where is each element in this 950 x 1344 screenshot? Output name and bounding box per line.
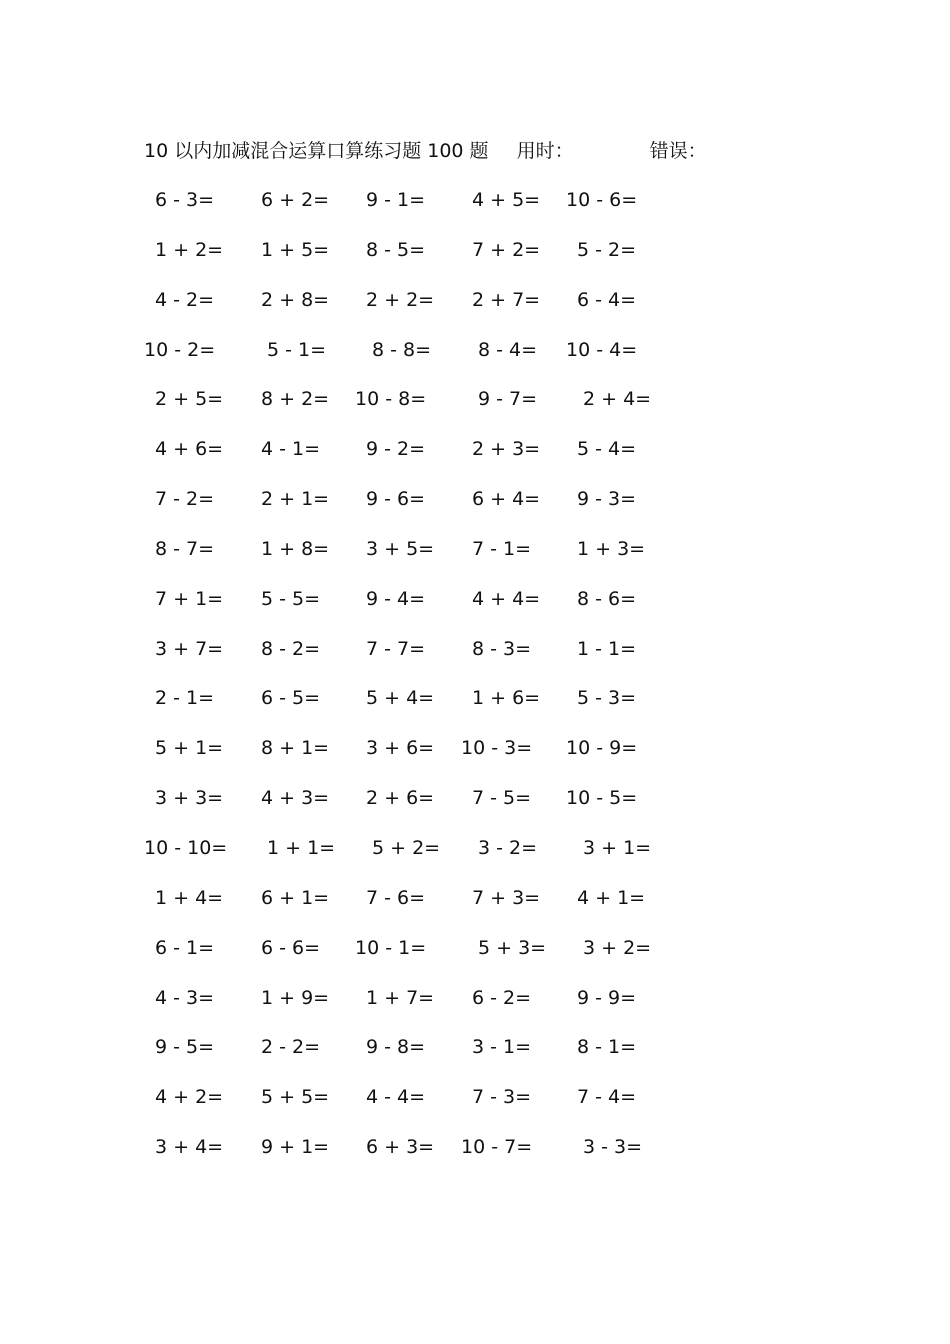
problem-row — [144, 931, 704, 981]
worksheet-header — [144, 136, 707, 166]
problem-row — [144, 482, 704, 532]
problem-row — [144, 283, 704, 333]
arithmetic-problem: 6 - 1= — [155, 936, 215, 959]
problem-row — [144, 731, 704, 781]
arithmetic-problem: 6 - 5= — [261, 687, 321, 710]
arithmetic-problem: 4 + 1= — [577, 886, 646, 909]
arithmetic-problem: 7 - 6= — [366, 886, 426, 909]
arithmetic-problem: 3 + 4= — [155, 1136, 224, 1159]
arithmetic-problem: 1 + 3= — [577, 537, 646, 560]
arithmetic-problem: 10 - 7= — [461, 1136, 533, 1159]
arithmetic-problem: 10 - 3= — [461, 737, 533, 760]
problem-row — [144, 233, 704, 283]
problem-row — [144, 432, 704, 482]
arithmetic-problem: 6 - 6= — [261, 936, 321, 959]
arithmetic-problem: 2 + 8= — [261, 288, 330, 311]
arithmetic-problem: 8 - 8= — [372, 338, 432, 361]
arithmetic-problem: 4 + 2= — [155, 1086, 224, 1109]
arithmetic-problem: 7 - 1= — [472, 537, 532, 560]
arithmetic-problem: 10 - 1= — [355, 936, 427, 959]
arithmetic-problem: 2 + 1= — [261, 488, 330, 511]
arithmetic-problem: 10 - 8= — [355, 388, 427, 411]
arithmetic-problem: 4 + 4= — [472, 587, 541, 610]
arithmetic-problem: 3 + 6= — [366, 737, 435, 760]
arithmetic-problem: 8 - 2= — [261, 637, 321, 660]
arithmetic-problem: 4 - 2= — [155, 288, 215, 311]
arithmetic-problem: 1 + 8= — [261, 537, 330, 560]
arithmetic-problem: 7 + 2= — [472, 238, 541, 261]
arithmetic-problem: 1 + 9= — [261, 986, 330, 1009]
arithmetic-problem: 8 - 5= — [366, 238, 426, 261]
arithmetic-problem: 5 + 3= — [478, 936, 547, 959]
problem-grid — [144, 183, 704, 1180]
problem-row — [144, 681, 704, 731]
problem-row — [144, 1080, 704, 1130]
arithmetic-problem: 5 + 4= — [366, 687, 435, 710]
arithmetic-problem: 3 - 3= — [583, 1136, 643, 1159]
arithmetic-problem: 9 - 3= — [577, 488, 637, 511]
arithmetic-problem: 8 + 2= — [261, 388, 330, 411]
arithmetic-problem: 9 - 5= — [155, 1036, 215, 1059]
arithmetic-problem: 5 + 5= — [261, 1086, 330, 1109]
arithmetic-problem: 5 - 2= — [577, 238, 637, 261]
arithmetic-problem: 7 - 7= — [366, 637, 426, 660]
arithmetic-problem: 9 + 1= — [261, 1136, 330, 1159]
arithmetic-problem: 7 - 2= — [155, 488, 215, 511]
arithmetic-problem: 8 - 4= — [478, 338, 538, 361]
arithmetic-problem: 8 - 6= — [577, 587, 637, 610]
arithmetic-problem: 9 - 1= — [366, 189, 426, 211]
arithmetic-problem: 8 - 7= — [155, 537, 215, 560]
arithmetic-problem: 1 + 6= — [472, 687, 541, 710]
problem-row — [144, 1130, 704, 1180]
arithmetic-problem: 4 - 3= — [155, 986, 215, 1009]
arithmetic-problem: 2 - 2= — [261, 1036, 321, 1059]
problem-row — [144, 781, 704, 831]
arithmetic-problem: 5 - 5= — [261, 587, 321, 610]
arithmetic-problem: 2 + 7= — [472, 288, 541, 311]
arithmetic-problem: 3 - 2= — [478, 836, 538, 859]
arithmetic-problem: 6 - 3= — [155, 189, 215, 211]
arithmetic-problem: 6 - 4= — [577, 288, 637, 311]
arithmetic-problem: 3 - 1= — [472, 1036, 532, 1059]
arithmetic-problem: 1 + 4= — [155, 886, 224, 909]
problem-row — [144, 981, 704, 1031]
problem-row — [144, 632, 704, 682]
arithmetic-problem: 4 + 5= — [472, 189, 541, 211]
arithmetic-problem: 1 + 7= — [366, 986, 435, 1009]
arithmetic-problem: 4 - 1= — [261, 438, 321, 461]
arithmetic-problem: 9 - 8= — [366, 1036, 426, 1059]
arithmetic-problem: 5 + 1= — [155, 737, 224, 760]
problem-row — [144, 582, 704, 632]
arithmetic-problem: 8 + 1= — [261, 737, 330, 760]
arithmetic-problem: 6 - 2= — [472, 986, 532, 1009]
arithmetic-problem: 10 - 2= — [144, 338, 216, 361]
arithmetic-problem: 6 + 1= — [261, 886, 330, 909]
arithmetic-problem: 5 - 4= — [577, 438, 637, 461]
arithmetic-problem: 2 + 6= — [366, 787, 435, 810]
arithmetic-problem: 3 + 3= — [155, 787, 224, 810]
arithmetic-problem: 8 - 1= — [577, 1036, 637, 1059]
problem-row — [144, 881, 704, 931]
arithmetic-problem: 10 - 10= — [144, 836, 228, 859]
arithmetic-problem: 1 - 1= — [577, 637, 637, 660]
arithmetic-problem: 3 + 7= — [155, 637, 224, 660]
arithmetic-problem: 3 + 2= — [583, 936, 652, 959]
problem-row — [144, 382, 704, 432]
arithmetic-problem: 2 + 3= — [472, 438, 541, 461]
arithmetic-problem: 9 - 2= — [366, 438, 426, 461]
arithmetic-problem: 9 - 7= — [478, 388, 538, 411]
arithmetic-problem: 10 - 9= — [566, 737, 638, 760]
arithmetic-problem: 5 + 2= — [372, 836, 441, 859]
arithmetic-problem: 10 - 6= — [566, 189, 638, 211]
arithmetic-problem: 1 + 1= — [267, 836, 336, 859]
arithmetic-problem: 4 + 3= — [261, 787, 330, 810]
problem-row — [144, 333, 704, 383]
arithmetic-problem: 4 - 4= — [366, 1086, 426, 1109]
arithmetic-problem: 10 - 5= — [566, 787, 638, 810]
arithmetic-problem: 2 + 4= — [583, 388, 652, 411]
time-used-label: 用时： — [516, 140, 574, 162]
arithmetic-problem: 7 - 5= — [472, 787, 532, 810]
arithmetic-problem: 4 + 6= — [155, 438, 224, 461]
arithmetic-problem: 10 - 4= — [566, 338, 638, 361]
arithmetic-problem: 9 - 6= — [366, 488, 426, 511]
worksheet-title: 10 以内加减混合运算口算练习题 100 题 — [144, 140, 489, 162]
arithmetic-problem: 3 + 5= — [366, 537, 435, 560]
arithmetic-problem: 9 - 4= — [366, 587, 426, 610]
problem-row — [144, 831, 704, 881]
arithmetic-problem: 1 + 2= — [155, 238, 224, 261]
problem-row — [144, 183, 704, 233]
arithmetic-problem: 3 + 1= — [583, 836, 652, 859]
arithmetic-problem: 2 + 5= — [155, 388, 224, 411]
problem-row — [144, 532, 704, 582]
arithmetic-problem: 7 + 1= — [155, 587, 224, 610]
arithmetic-problem: 5 - 3= — [577, 687, 637, 710]
arithmetic-problem: 9 - 9= — [577, 986, 637, 1009]
arithmetic-problem: 7 + 3= — [472, 886, 541, 909]
arithmetic-problem: 2 + 2= — [366, 288, 435, 311]
arithmetic-problem: 6 + 2= — [261, 189, 330, 211]
arithmetic-problem: 2 - 1= — [155, 687, 215, 710]
arithmetic-problem: 8 - 3= — [472, 637, 532, 660]
arithmetic-problem: 5 - 1= — [267, 338, 327, 361]
error-count-label: 错误： — [649, 140, 707, 162]
arithmetic-problem: 1 + 5= — [261, 238, 330, 261]
arithmetic-problem: 6 + 3= — [366, 1136, 435, 1159]
problem-row — [144, 1030, 704, 1080]
arithmetic-problem: 7 - 3= — [472, 1086, 532, 1109]
arithmetic-problem: 7 - 4= — [577, 1086, 637, 1109]
arithmetic-problem: 6 + 4= — [472, 488, 541, 511]
